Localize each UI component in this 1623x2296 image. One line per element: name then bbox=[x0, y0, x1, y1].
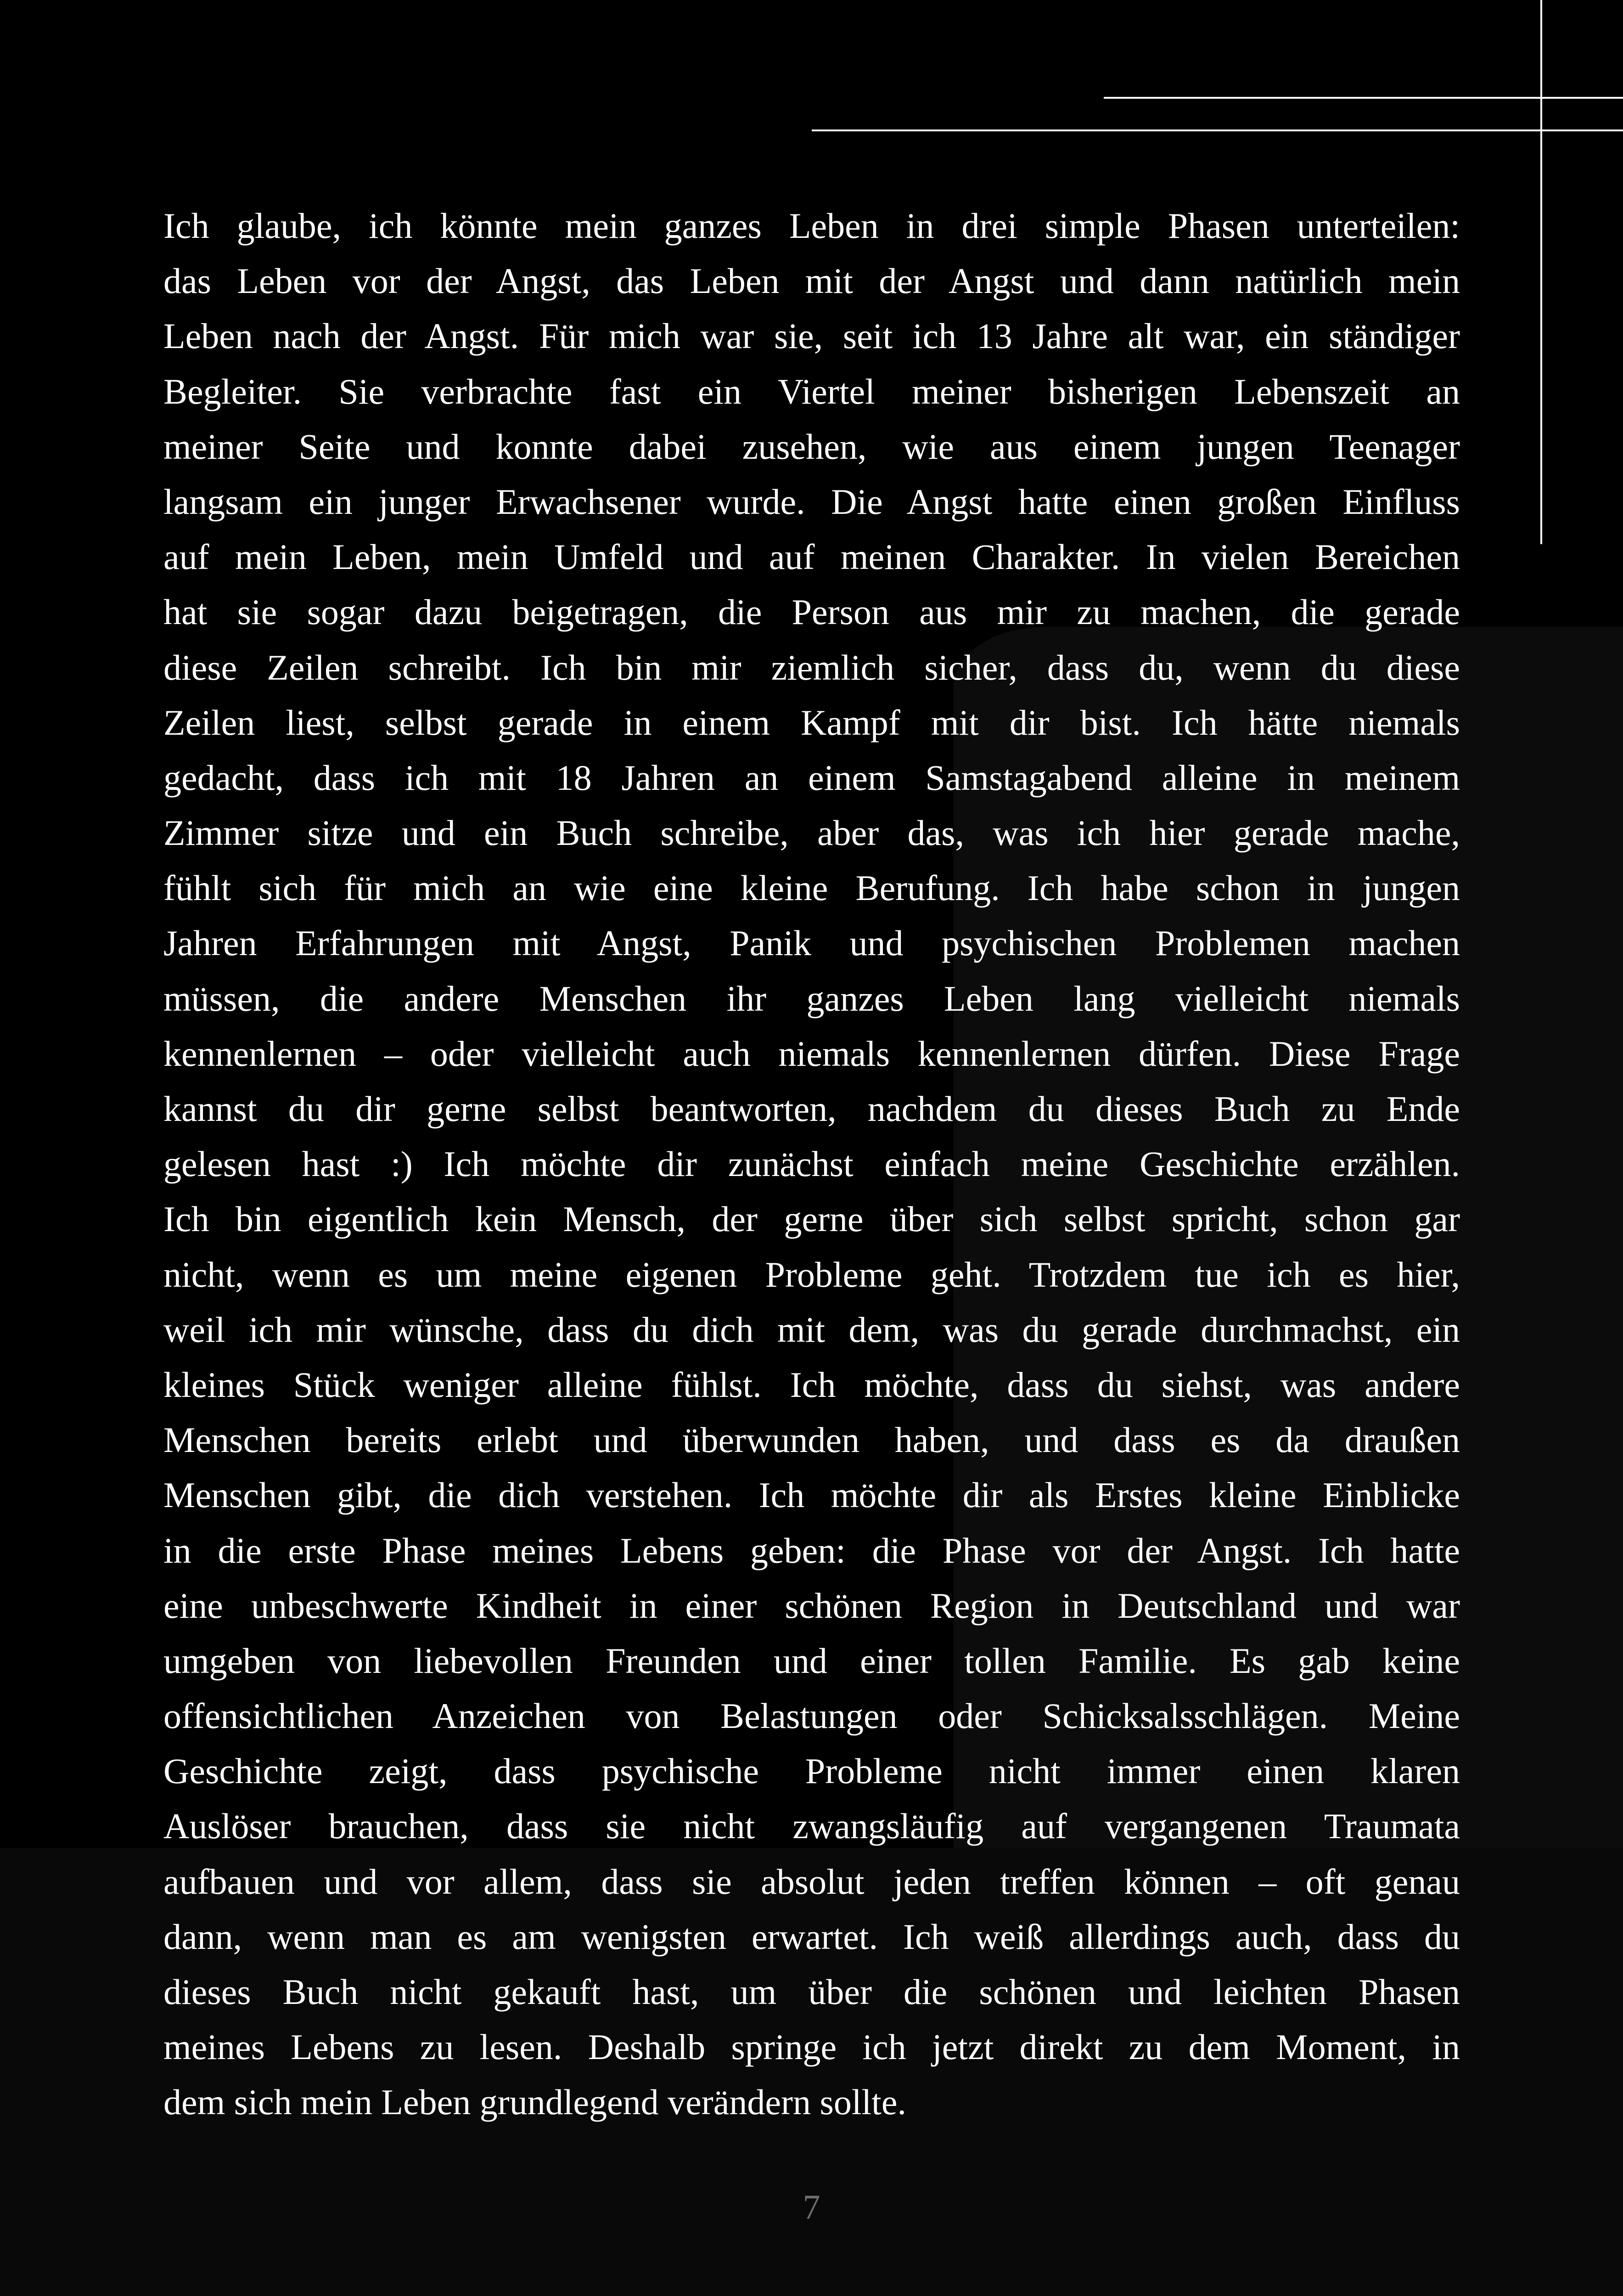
text-line: umgeben von liebevollen Freunden und einer tollen Familie. Es gab keine bbox=[163, 1640, 1460, 1681]
text-line: fühlt sich für mich an wie eine kleine Berufung. Ich habe schon in jungen bbox=[163, 868, 1460, 908]
text-line: Jahren Erfahrungen mit Angst, Panik und psychischen Problemen machen bbox=[163, 923, 1460, 963]
text-line: Zimmer sitze und ein Buch schreibe, aber das, was ich hier gerade mache, bbox=[163, 813, 1460, 853]
text-line: kleines Stück weniger alleine fühlst. Ich möchte, dass du siehst, was andere bbox=[163, 1364, 1460, 1405]
text-line: meines Lebens zu lesen. Deshalb springe ich jetzt direkt zu dem Moment, in bbox=[163, 2027, 1460, 2067]
text-line: das Leben vor der Angst, das Leben mit der Angst und dann natürlich mein bbox=[163, 261, 1460, 301]
text-line: langsam ein junger Erwachsener wurde. Die Angst hatte einen großen Einfluss bbox=[163, 481, 1460, 522]
text-line: gedacht, dass ich mit 18 Jahren an einem Samstagabend alleine in meinem bbox=[163, 757, 1460, 798]
text-line: Auslöser brauchen, dass sie nicht zwangsläufig auf vergangenen Traumata bbox=[163, 1806, 1460, 1846]
text-line: eine unbeschwerte Kindheit in einer schönen Region in Deutschland und war bbox=[163, 1585, 1460, 1626]
text-line: gelesen hast :) Ich möchte dir zunächst einfach meine Geschichte erzählen. bbox=[163, 1144, 1460, 1184]
text-line: dann, wenn man es am wenigsten erwartet. Ich weiß allerdings auch, dass du bbox=[163, 1916, 1460, 1957]
text-line: auf mein Leben, mein Umfeld und auf meinen Charakter. In vielen Bereichen bbox=[163, 537, 1460, 577]
text-line: dieses Buch nicht gekauft hast, um über die schönen und leichten Phasen bbox=[163, 1972, 1460, 2012]
text-line: Zeilen liest, selbst gerade in einem Kampf mit dir bist. Ich hätte niemals bbox=[163, 702, 1460, 743]
text-line: weil ich mir wünsche, dass du dich mit dem, was du gerade durchmachst, ein bbox=[163, 1309, 1460, 1350]
text-line: aufbauen und vor allem, dass sie absolut jeden treffen können – oft genau bbox=[163, 1861, 1460, 1902]
text-line: in die erste Phase meines Lebens geben: die Phase vor der Angst. Ich hatte bbox=[163, 1530, 1460, 1570]
text-line-last: dem sich mein Leben grundlegend verändern sollte. bbox=[163, 2082, 906, 2122]
decorative-rule-horizontal-bottom bbox=[812, 129, 1623, 131]
text-line: diese Zeilen schreibt. Ich bin mir ziemlich sicher, dass du, wenn du diese bbox=[163, 647, 1460, 687]
text-line: müssen, die andere Menschen ihr ganzes Leben lang vielleicht niemals bbox=[163, 978, 1460, 1019]
text-line: Leben nach der Angst. Für mich war sie, seit ich 13 Jahre alt war, ein ständiger bbox=[163, 316, 1460, 356]
text-line: hat sie sogar dazu beigetragen, die Person aus mir zu machen, die gerade bbox=[163, 592, 1460, 632]
text-line: meiner Seite und konnte dabei zusehen, wie aus einem jungen Teenager bbox=[163, 426, 1460, 467]
text-line: Ich bin eigentlich kein Mensch, der gerne über sich selbst spricht, schon gar bbox=[163, 1199, 1460, 1239]
text-line: nicht, wenn es um meine eigenen Probleme geht. Trotzdem tue ich es hier, bbox=[163, 1254, 1460, 1294]
body-paragraph bbox=[163, 198, 1460, 2130]
text-line: kannst du dir gerne selbst beantworten, nachdem du dieses Buch zu Ende bbox=[163, 1089, 1460, 1129]
text-line: Menschen bereits erlebt und überwunden haben, und dass es da draußen bbox=[163, 1420, 1460, 1460]
text-line: Begleiter. Sie verbrachte fast ein Viertel meiner bisherigen Lebenszeit an bbox=[163, 371, 1460, 411]
text-line: Ich glaube, ich könnte mein ganzes Leben in drei simple Phasen unterteilen: bbox=[163, 206, 1460, 246]
page-number: 7 bbox=[803, 2188, 820, 2227]
text-line: Geschichte zeigt, dass psychische Probleme nicht immer einen klaren bbox=[163, 1751, 1460, 1791]
decorative-rule-horizontal-top bbox=[1104, 97, 1623, 99]
text-line: offensichtlichen Anzeichen von Belastungen oder Schicksalsschlägen. Meine bbox=[163, 1696, 1460, 1736]
decorative-rule-vertical bbox=[1540, 0, 1542, 544]
text-line: Menschen gibt, die dich verstehen. Ich möchte dir als Erstes kleine Einblicke bbox=[163, 1475, 1460, 1515]
text-line: kennenlernen – oder vielleicht auch niemals kennenlernen dürfen. Diese Frage bbox=[163, 1033, 1460, 1074]
